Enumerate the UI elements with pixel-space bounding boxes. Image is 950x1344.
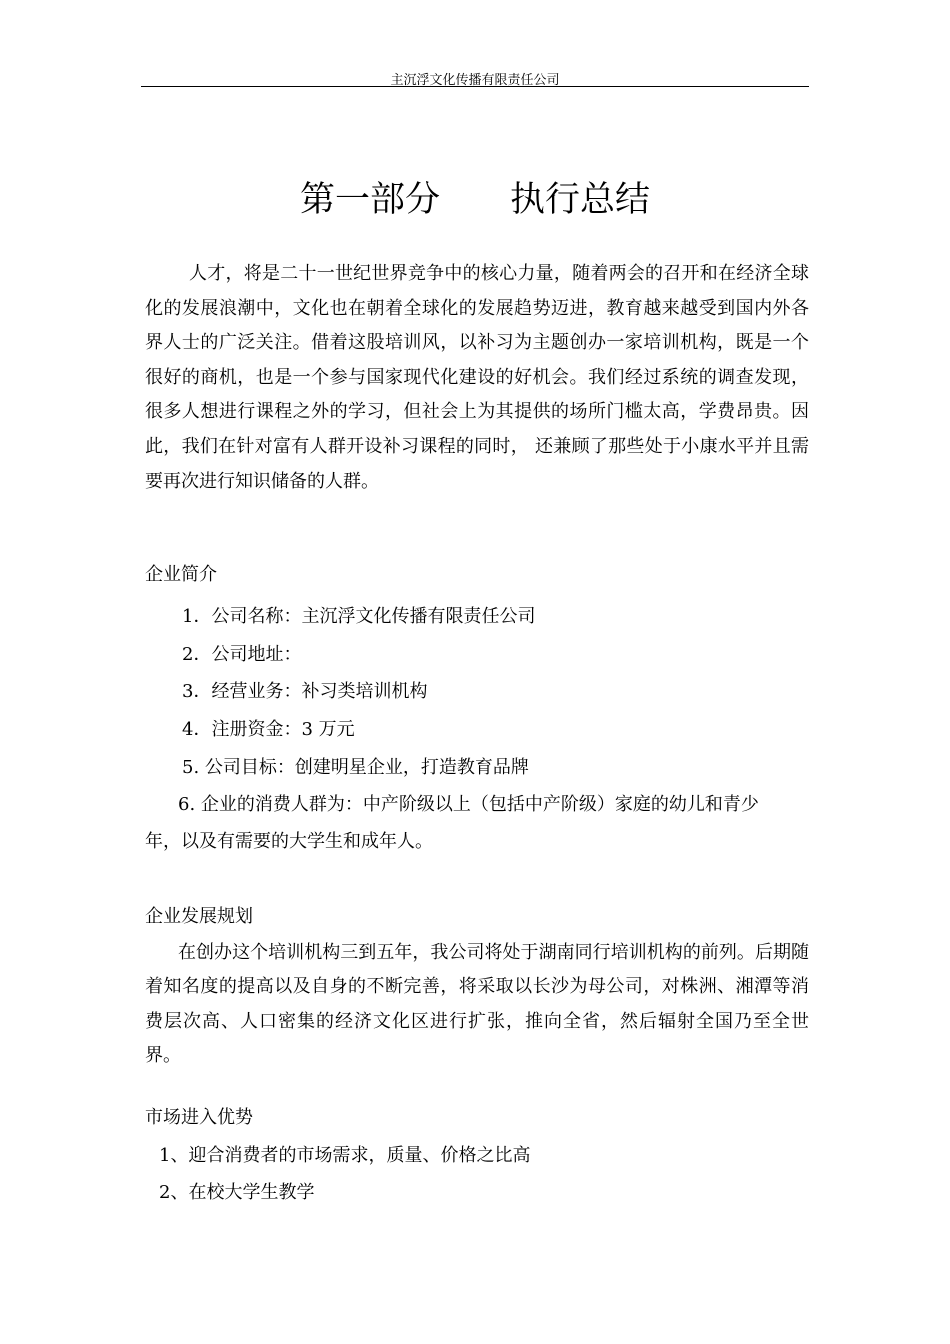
market-item-teaching: 2、在校大学生教学 [159, 1182, 315, 1203]
profile-item-business: 3．经营业务：补习类培训机构 [182, 681, 428, 702]
profile-item-consumers-continued: 年，以及有需要的大学生和成年人。 [145, 831, 433, 852]
header-divider [141, 86, 809, 87]
profile-item-address: 2．公司地址： [182, 644, 302, 665]
section-title: 第一部分 执行总结 [299, 180, 650, 220]
header-company-name: 主沉浮文化传播有限责任公司 [390, 73, 560, 88]
intro-paragraph: 人才，将是二十一世纪世界竞争中的核心力量，随着两会的召开和在经济全球化的发展浪潮中，文化也在朝着全球化的发展趋势迈进，教育越来越受到国内外各界人士的广泛关注。借着这股培训风，以补习为主题创办一家培训机构，既是一个很好的商机，也是一个参与国家现代化建设的好机会。我们经过系统的调查发现，很多人想进行课程之外的学习，但社会上为其提供的场所门槛太高，学费昂贵。因此，我们在针对富有人群开设补习课程的同时， 还兼顾了那些处于小康水平并且需要再次进行知识储备的人群。 [145, 263, 809, 492]
market-heading: 市场进入优势 [145, 1107, 253, 1128]
profile-item-capital: 4．注册资金：3 万元 [182, 719, 355, 740]
development-paragraph: 在创办这个培训机构三到五年，我公司将处于湖南同行培训机构的前列。后期随着知名度的提高以及自身的不断完善，将采取以长沙为母公司，对株洲、湘潭等消费层次高、人口密集的经济文化区进行扩张，推向全省，然后辐射全国乃至全世界。 [145, 942, 809, 1066]
profile-item-goal: 5. 公司目标：创建明星企业，打造教育品牌 [182, 757, 529, 778]
company-profile-heading: 企业简介 [145, 564, 217, 585]
development-heading: 企业发展规划 [145, 906, 253, 927]
market-item-demand: 1、迎合消费者的市场需求，质量、价格之比高 [159, 1145, 531, 1166]
profile-item-consumers: 6. 企业的消费人群为：中产阶级以上（包括中产阶级）家庭的幼儿和青少 [178, 794, 759, 815]
profile-item-name: 1．公司名称：主沉浮文化传播有限责任公司 [182, 606, 536, 627]
